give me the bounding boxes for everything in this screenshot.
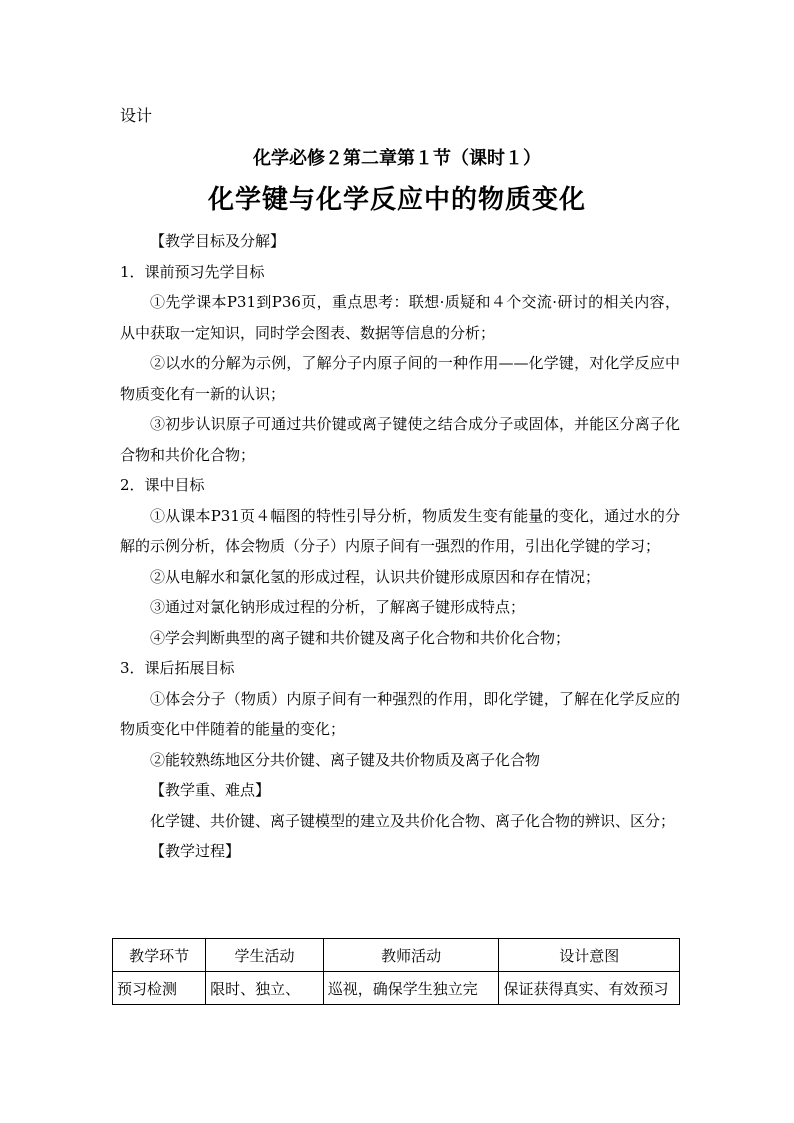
section-title: 3．课后拓展目标 xyxy=(120,659,235,677)
objective-item: ④学会判断典型的离子键和共价键及离子化合物和共价化合物； xyxy=(150,628,571,647)
objective-item: ③初步认识原子可通过共价键或离子键使之结合成分子或固体，并能区分离子化合物和共价化合物； xyxy=(120,415,680,464)
objective-item: ①体会分子（物质）内原子间有一种强烈的作用，即化学键，了解在化学反应的物质变化中伴随着的能量的变化； xyxy=(120,689,680,738)
section-title: 2．课中目标 xyxy=(120,476,205,494)
objective-item: ②能较熟练地区分共价键、离子键及共价物质及离子化合物 xyxy=(150,750,541,769)
table-header-row xyxy=(113,939,680,972)
teaching-process-table xyxy=(112,938,680,1005)
document-label: 设计 xyxy=(120,106,153,125)
lesson-subtitle: 化学必修２第二章第１节（课时１） xyxy=(253,148,541,169)
column-header: 学生活动 xyxy=(206,939,324,972)
section-title: 1．课前预习先学目标 xyxy=(120,262,265,281)
objective-item: ②以水的分解为示例，了解分子内原子间的一种作用——化学键，对化学反应中物质变化有一新的认识； xyxy=(120,354,680,403)
document-body xyxy=(120,226,680,867)
process-heading: 【教学过程】 xyxy=(150,842,241,860)
table-cell: 保证获得真实、有效预习 xyxy=(499,972,680,1005)
column-header: 教师活动 xyxy=(323,939,499,972)
key-points-text: 化学键、共价键、离子键模型的建立及共价化合物、离子化合物的辨识、区分； xyxy=(150,811,676,830)
column-header: 教学环节 xyxy=(113,939,206,972)
table-cell: 限时、独立、 xyxy=(206,972,324,1005)
objective-item: ②从电解水和氯化氢的形成过程，认识共价键形成原因和存在情况； xyxy=(150,567,601,586)
column-header: 设计意图 xyxy=(499,939,680,972)
objective-item: ①先学课本P31到P36页，重点思考：联想·质疑和４个交流·研讨的相关内容，从中获取一定知识，同时学会图表、数据等信息的分析； xyxy=(120,293,680,342)
lesson-title: 化学键与化学反应中的物质变化 xyxy=(207,185,586,215)
objective-item: ①从课本P31页４幅图的特性引导分析，物质发生变有能量的变化，通过水的分解的示例分析，体会物质（分子）内原子间有一强烈的作用，引出化学键的学习； xyxy=(120,506,680,555)
objective-item: ③通过对氯化钠形成过程的分析，了解离子键形成特点； xyxy=(150,598,526,616)
table-cell: 巡视，确保学生独立完 xyxy=(323,972,499,1005)
table-row xyxy=(113,972,680,1005)
table-cell: 预习检测 xyxy=(113,972,206,1005)
objectives-heading: 【教学目标及分解】 xyxy=(150,232,286,250)
key-points-heading: 【教学重、难点】 xyxy=(150,781,271,799)
